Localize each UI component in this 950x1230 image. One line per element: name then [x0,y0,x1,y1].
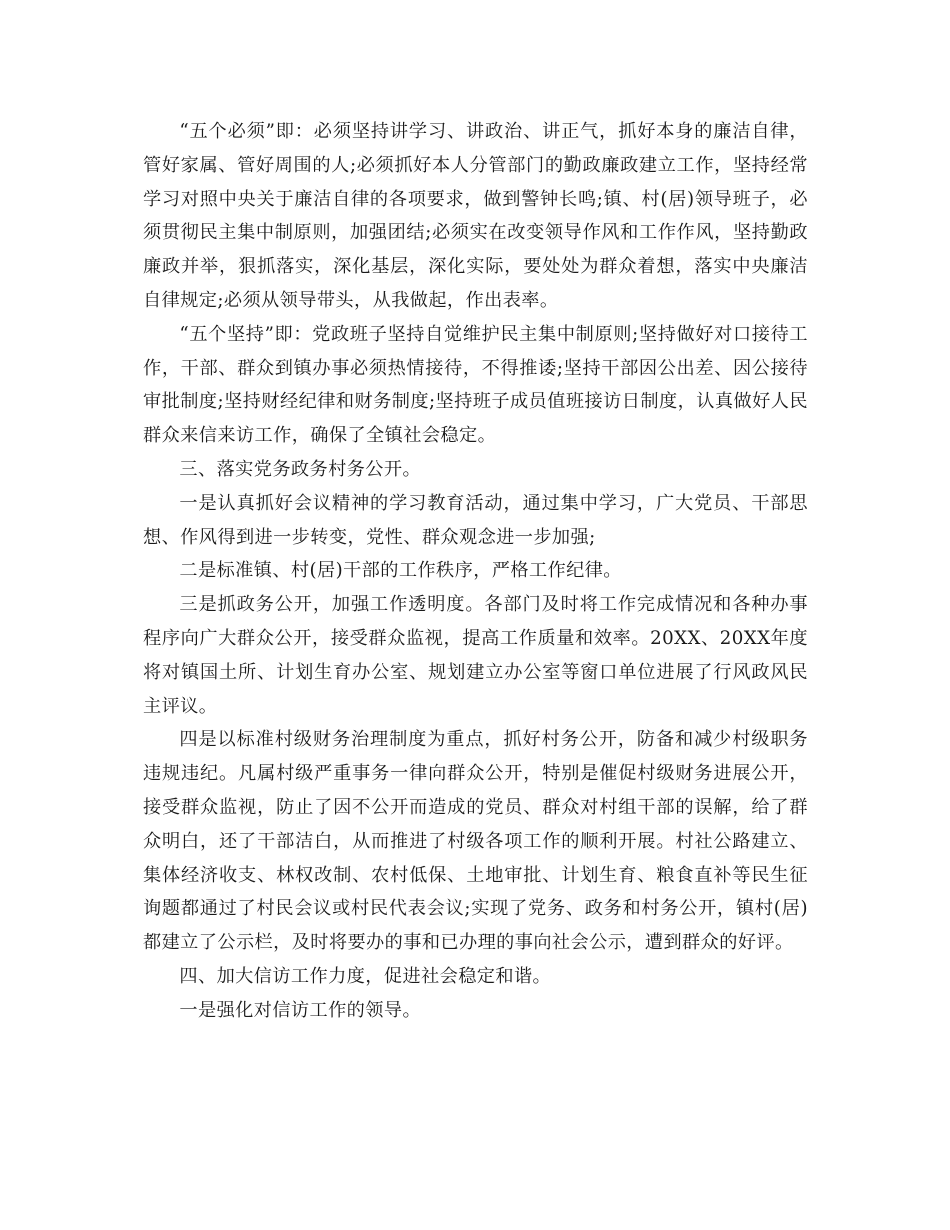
paragraph-item-3: 三是抓政务公开，加强工作透明度。各部门及时将工作完成情况和各种办事程序向广大群众公开，接受群众监视，提高工作质量和效率。20XX、20XX年度将对镇国土所、计划生育办公室、规划建立办公室等窗口单位进展了行风政风民主评议。 [143,594,808,717]
document-body [143,115,808,1028]
section-heading-3: 三、落实党务政务村务公开。 [179,458,422,480]
section-heading-4: 四、加大信访工作力度，促进社会稳定和谐。 [179,965,552,987]
paragraph-five-persists: “五个坚持”即：党政班子坚持自觉维护民主集中制原则;坚持做好对口接待工作，干部、群众到镇办事必须热情接待，不得推诿;坚持干部因公出差、因公接待审批制度;坚持财经纪律和财务制度;坚持班子成员值班接访日制度，认真做好人民群众来信来访工作，确保了全镇社会稳定。 [143,323,808,447]
paragraph-item-2: 二是标准镇、村(居)干部的工作秩序，严格工作纪律。 [179,560,622,582]
paragraph-item-4: 四是以标准村级财务治理制度为重点，抓好村务公开，防备和减少村级职务违规违纪。凡属村级严重事务一律向群众公开，特别是催促村级财务进展公开，接受群众监视，防止了因不公开而造成的党员、群众对村组干部的误解，给了群众明白，还了干部洁白，从而推进了村级各项工作的顺利开展。村社公路建立、集体经济收支、林权改制、农村低保、土地审批、计划生育、粮食直补等民生征询题都通过了村民会议或村民代表会议;实现了党务、政务和村务公开，镇村(居)都建立了公示栏，及时将要办的事和已办理的事向社会公示，遭到群众的好评。 [143,729,808,954]
paragraph-five-musts: “五个必须”即：必须坚持讲学习、讲政治、讲正气，抓好本身的廉洁自律，管好家属、管好周围的人;必须抓好本人分管部门的勤政廉政建立工作，坚持经常学习对照中央关于廉洁自律的各项要求，做到警钟长鸣;镇、村(居)领导班子，必须贯彻民主集中制原则，加强团结;必须实在改变领导作风和工作作风，坚持勤政廉政并举，狠抓落实，深化基层，深化实际，要处处为群众着想，落实中央廉洁自律规定;必须从领导带头，从我做起，作出表率。 [143,121,808,311]
paragraph-item-5: 一是强化对信访工作的领导。 [179,999,422,1021]
paragraph-item-1: 一是认真抓好会议精神的学习教育活动，通过集中学习，广大党员、干部思想、作风得到进一步转变，党性、群众观念进一步加强; [143,492,808,548]
